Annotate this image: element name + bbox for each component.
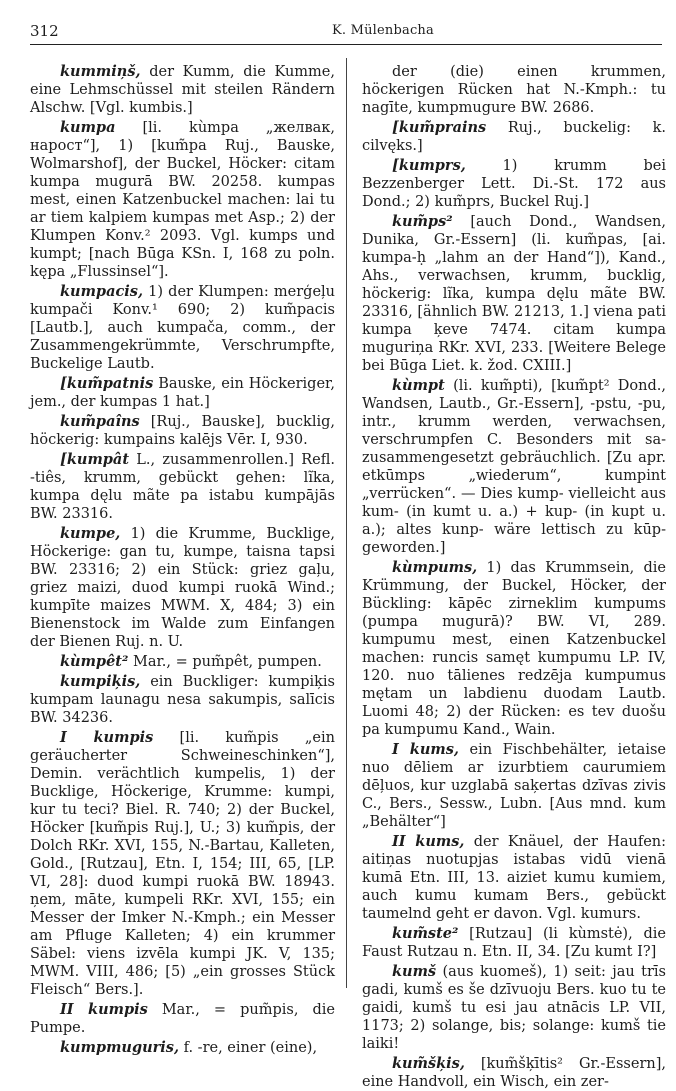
dictionary-entry: [362, 119, 666, 155]
entry-headword: kum̃ps²: [392, 213, 453, 230]
entry-text: der Knäuel, der Haufen: aitiņas nuotupjas istabas vidū vienā kumā Etn. III, 13. aiziet kumu kumiem, auch kumu kumam Bers., gebückt taumelnd geht er davon. Vgl. kumurs.: [362, 834, 666, 922]
dictionary-entry: [30, 119, 335, 281]
entry-headword: I kumpis: [60, 729, 154, 746]
entry-headword: kùmpt: [392, 377, 445, 394]
entry-headword: II kums,: [392, 833, 465, 850]
entry-headword: [kum̃prains: [392, 119, 487, 136]
dictionary-entry: [30, 451, 335, 523]
entry-headword: [kumprs,: [392, 157, 466, 174]
entry-headword: kumpacis,: [60, 283, 144, 300]
dictionary-entry: [362, 559, 666, 739]
dictionary-entry: [362, 213, 666, 375]
dictionary-entry: [30, 63, 335, 117]
entry-headword: kum̃ste²: [392, 925, 459, 942]
entry-text: [li. kùmpa „желвак, нарост“], 1) [kum̃pa Ruj., Bauske, Wolmarshof], der Buckel, Höcker: citam kumpa mugurā BW. 20258. kumpas mest, einen Katzenbuckel machen: lai tu ar tiem kalpiem kumpas met Asp.; 2) der Klumpen Konv.² 2093. Vgl. kumps und kumpt; [nach Būga KSn. I, 168 zu poln. kępa „Flussinsel“].: [30, 120, 335, 280]
right-column: [362, 63, 666, 1090]
entry-text: (aus kuomeš), 1) seit: jau trīs gadi, kumš es še dzīvuoju Bers. kuo tu te gaidi, kumš tu esi jau atnācis LP. VII, 1173; 2) solange, bis; solange: kumš tie laiki!: [362, 964, 666, 1052]
entry-headword: II kumpis: [60, 1001, 148, 1018]
entry-text: [kum̃šķītis² Gr.-Essern], eine Handvoll, ein Wisch, ein zer-: [362, 1056, 666, 1090]
entry-headword: kùmpums,: [392, 559, 478, 576]
entry-headword: kummiņš,: [60, 63, 141, 80]
entry-headword: kumpmuguris,: [60, 1039, 179, 1056]
entry-headword: kum̃paîns: [60, 413, 140, 430]
dictionary-entry: [30, 375, 335, 411]
dictionary-entry: [362, 63, 666, 117]
dictionary-entry: [362, 157, 666, 211]
column-divider: [346, 58, 347, 988]
dictionary-entry: [30, 673, 335, 727]
entry-text: [li. kum̃pis „ein geräucherter Schweineschinken“], Demin. verächtlich kumpelis, 1) der Bucklige, Höckerige, Krumme: kumpi, kur tu teci? Biel. R. 740; 2) der Buckel, Höcker [kum̃pis Ruj.], U.; 3) kum̃pis, der Dolch RKr. XVI, 155, N.-Bartau, Kalleten, Gold., [Rutzau], Etn. I, 154; III, 65, [LP. VI, 28]: duod kumpi ruokā BW. 18943. ņem, māte, kumpeli RKr. XVI, 155; ein Messer der Imker N.-Kmph.; ein Messer am Pfluge Kalleten; 4) ein krummer Säbel: viens izvēla kumpi JK. V, 135; MWM. VIII, 486; [5) „ein grosses Stück Fleisch“ Bers.].: [30, 730, 335, 998]
entry-text: der (die) einen krummen, höckerigen Rücken hat N.-Kmph.: tu nagīte, kumpmugure BW. 2686.: [362, 64, 666, 116]
page-header: [30, 20, 662, 45]
dictionary-entry: [30, 525, 335, 651]
dictionary-entry: [30, 729, 335, 999]
entry-headword: [kum̃patnis: [60, 375, 154, 392]
entry-text: 1) die Krumme, Bucklige, Höckerige: gan tu, kumpe, taisna tapsi BW. 23316; 2) ein Stück: griez gaļu, griez maizi, duod kumpi ruokā Wind.; kumpīte maizes MWM. X, 484; 3) ein Bienenstock im Walde zum Einfangen der Bienen Ruj. n. U.: [30, 526, 335, 650]
dictionary-entry: [30, 413, 335, 449]
entry-text: Bauske, ein Höckeriger, jem., der kumpas 1 hat.]: [30, 376, 335, 410]
entry-text: ein Fischbehälter, ietaise nuo dēliem ar izurbtiem caurumiem dēļuos, kur uzglabā saķertas dzīvas zivis C., Bers., Sessw., Lubn. [Aus mnd. kum „Behälter“]: [362, 742, 666, 830]
entry-headword: kùmpêt²: [60, 653, 129, 670]
page-number: 312: [30, 22, 59, 40]
entry-text: 1) das Krummsein, die Krümmung, der Buckel, Höcker, der Bückling: kāpēc zirneklim kumpums (pumpa mugurā)? BW. VI, 289. kumpumu mest, einen Katzenbuckel machen: runcis samęt kumpumu LP. IV, 120. nuo tālienes redzēja kumpumus mętam un labdienu duodam Lautb. Luomi 48; 2) der Rücken: es tev duošu pa kumpumu Kand., Wain.: [362, 560, 666, 738]
entry-text: L., zusammenrollen.] Refl. -tiês, krumm, gebückt gehen: lĩka, kumpa dęlu mãte pa istabu kumpājās BW. 23316.: [30, 452, 335, 522]
dictionary-entry: [30, 1001, 335, 1037]
dictionary-entry: [362, 741, 666, 831]
running-head: K. Mülenbacha: [332, 23, 434, 38]
entry-headword: kumpa: [60, 119, 116, 136]
entry-text: der Kumm, die Kumme, eine Lehmschüssel mit steilen Rändern Alschw. [Vgl. kumbis.]: [30, 64, 335, 116]
entry-headword: [kumpât: [60, 451, 130, 468]
dictionary-entry: [30, 653, 335, 671]
dictionary-entry: [30, 1039, 335, 1057]
entry-text: [Ruj., Bauske], bucklig, höckerig: kumpains kalējs Vēr. I, 930.: [30, 414, 335, 448]
dictionary-entry: [362, 925, 666, 961]
dictionary-entry: [362, 833, 666, 923]
left-column: [30, 63, 335, 1056]
dictionary-entry: [362, 963, 666, 1053]
entry-text: Mar., = pum̃pis, die Pumpe.: [30, 1002, 335, 1036]
entry-headword: kumpe,: [60, 525, 121, 542]
entry-text: 1) krumm bei Bezzenberger Lett. Di.-St. 172 aus Dond.; 2) kum̃prs, Buckel Ruj.]: [362, 158, 666, 210]
entry-text: f. -re, einer (eine),: [179, 1040, 318, 1056]
entry-text: (li. kum̃pti), [kum̃pt² Dond., Wandsen, Lautb., Gr.-Essern], -pstu, -pu, intr., krumm werden, verwachsen, verschrumpfen C. Besonders mit sa- zusammengesetzt gebräuchlich. [Zu apr. etkūmps „wiederum“, kumpint „verrücken“. — Dies kump- vielleicht aus kum- (in kumt u. a.) + kup- (in kupt u. a.); altes kunp- wäre lettisch zu kūp- geworden.]: [362, 378, 666, 556]
entry-text: ein Buckliger: kumpiķis kumpam launagu nesa sakumpis, salīcis BW. 34236.: [30, 674, 335, 726]
entry-text: 1) der Klumpen: merģeļu kumpači Konv.¹ 690; 2) kum̃pacis [Lautb.], auch kumpača, comm., der Zusammengekrümmte, Verschrumpfte, Buckelige Lautb.: [30, 284, 335, 372]
entry-headword: kum̃šķis,: [392, 1055, 465, 1072]
entry-headword: kumš: [392, 963, 437, 980]
entry-headword: I kums,: [392, 741, 459, 758]
entry-text: [Rutzau] (li kùmstė), die Faust Rutzau n. Etn. II, 34. [Zu kumt I?]: [362, 926, 666, 960]
entry-text: Mar., = pum̃pêt, pumpen.: [128, 654, 322, 670]
entry-text: Ruj., buckelig: k. cilvęks.]: [362, 120, 666, 154]
dictionary-entry: [362, 377, 666, 557]
dictionary-entry: [362, 1055, 666, 1091]
entry-text: [auch Dond., Wandsen, Dunika, Gr.-Essern] (li. kum̃pas, [ai. kumpa-ḥ „lahm an der Hand“]), Kand., Ahs., verwachsen, krumm, bucklig, höckerig: lĩka, kumpa dęlu mãte BW. 23316, [ähnlich BW. 21213, 1.] viena pati kumpa ķeve 7474. citam kumpa muguriņa RKr. XVI, 233. [Weitere Belege bei Būga Liet. k. žod. CXIII.]: [362, 214, 666, 374]
entry-headword: kumpiķis,: [60, 673, 141, 690]
dictionary-entry: [30, 283, 335, 373]
